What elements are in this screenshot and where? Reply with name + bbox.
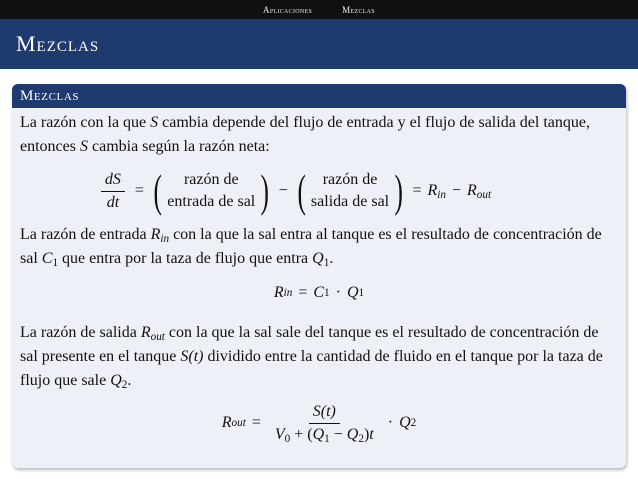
equation-net-rate: $\frac{dS}{dt}$ = ( razón de entrada de sal ) − ( razón de salida de sal ) = $R_{in}$ − $R_{out}$	[12, 159, 618, 223]
content-block	[12, 84, 626, 468]
equation-r-in: R in = C 1 · Q 1	[273, 284, 365, 301]
r-in-term: $R_{in}$	[427, 182, 446, 201]
section-navigation	[0, 0, 638, 19]
outflow-rate-term: razón de salida de sal	[310, 171, 390, 210]
right-paren: )	[260, 165, 270, 216]
block-title: Mezclas	[12, 84, 626, 108]
nav-item-aplicaciones[interactable]: Aplicaciones	[263, 4, 313, 15]
inflow-rate-term: razón de entrada de sal	[167, 171, 256, 210]
paragraph-inflow: La razón de entrada $R_{in}$ con la que la sal entra al tanque es el resultado de concentración de sal $C_1$ que entra por la taza de flujo que entra $Q_1$.	[20, 226, 602, 269]
nav-item-mezclas[interactable]: Mezclas	[342, 4, 375, 15]
r-out-term: $R_{out}$	[467, 182, 492, 201]
paragraph-rate-change: La razón con la que S cambia depende del flujo de entrada y el flujo de salida del tanque, entonces S cambia según la razón neta:	[20, 114, 590, 155]
block-body	[12, 108, 626, 451]
left-paren: (	[297, 165, 306, 216]
fraction-concentration: $\frac{S(t)}{V_0 + (Q_1 - Q_2)t}$	[274, 402, 374, 445]
frame-title: Mezclas	[0, 19, 638, 69]
right-paren: )	[394, 165, 404, 216]
left-paren: (	[153, 165, 162, 216]
equation-r-out: R out = $\frac{S(t)}{V_0 + (Q_1 - Q_2)t}$ · Q 2	[221, 402, 417, 445]
paragraph-outflow: La razón de salida $R_{out}$ con la que la sal sale del tanque es el resultado de concentración de sal presente en el tanque S(t) dividido entre la cantidad de fluido en el tanque por la taza de flujo que sale $Q_2$.	[20, 324, 603, 391]
fraction-dS-dt: $\frac{dS}{dt}$	[101, 170, 125, 213]
